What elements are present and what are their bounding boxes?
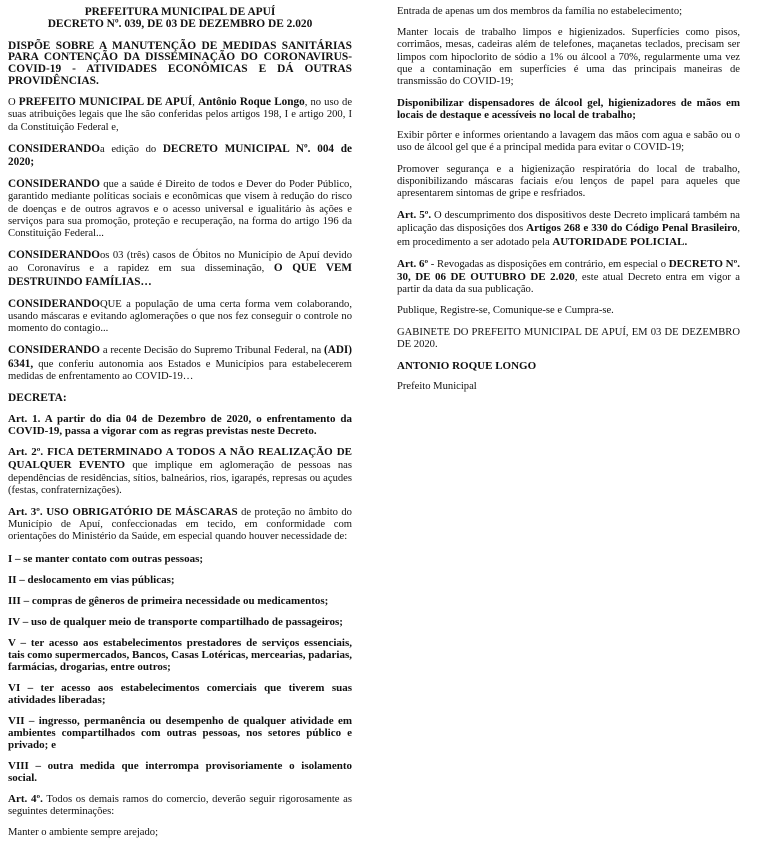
inciso-iv: IV – uso de qualquer meio de transporte compartilhado de passageiros; (8, 615, 343, 628)
article-1: Art. 1. A partir do dia 04 de Dezembro de 2020, o enfrentamento da COVID-19, passa a vigorar com as regras previstas neste Decreto. (8, 413, 352, 438)
inciso-v: V – ter acesso aos estabelecimentos prestadores de serviços essenciais, tais como supermercados, Bancos, Casas Lotéricas, mercearias, padarias, farmácias, drogarias, entre outros; (8, 636, 352, 673)
considerando-5: CONSIDERANDO a recente Decisão do Supremo Tribunal Federal, na (ADI) 6341, que conferiu autonomia aos Estados e Municípios para estabelecerem medidas de enfrentamento ao COVID-19… (8, 344, 352, 382)
article-2: Art. 2º. FICA DETERMINADO A TODOS A NÃO REALIZAÇÃO DE QUALQUER EVENTO que implique em aglomeração de pessoas nas dependências de residências, sítios, balneários, rios, igarapés, represas ou açudes (festas, confraternizações). (8, 446, 352, 496)
right-column (397, 6, 740, 402)
ementa: DISPÕE SOBRE A MANUTENÇÃO DE MEDIDAS SANITÁRIAS PARA CONTENÇÃO DA DISSEMINAÇÃO DO CORONAVIRUS-COVID-19 - ATIVIDADES ECONÔMICAS E DÁ OUTRAS PROVIDÊNCIAS. (8, 39, 352, 87)
signature-name: ANTONIO ROQUE LONGO (397, 360, 537, 373)
page-title: PREFEITURA MUNICIPAL DE APUÍ (84, 6, 276, 18)
inciso-viii: VIII – outra medida que interrompa provisoriamente o isolamento social. (8, 759, 352, 784)
considerando-1: CONSIDERANDOa edição do DECRETO MUNICIPAL Nº. 004 de 2020; (8, 142, 352, 168)
preamble: O PREFEITO MUNICIPAL DE APUÍ, Antônio Roque Longo, no uso de suas atribuições legais que lhe são conferidas pelos artigos 198, I e artigo 200, I da Constituição Federal e, (8, 96, 353, 133)
art4-item-alcool: Disponibilizar dispensadores de álcool gel, higienizadores de mãos em locais de destaque e acessíveis no local de trabalho; (397, 97, 740, 122)
decree-number: DECRETO Nº. 039, DE 03 DE DEZEMBRO DE 2.020 (47, 18, 313, 31)
inciso-ii: II – deslocamento em vias públicas; (8, 573, 175, 586)
left-column (8, 6, 352, 848)
signature-role: Prefeito Municipal (397, 381, 477, 393)
considerando-4: CONSIDERANDOQUE a população de uma certa forma vem colaborando, usando máscaras e evitando aglomerações o que nos fez conseguir o controle no momento do contagio... (8, 297, 352, 335)
considerando-3: CONSIDERANDOos 03 (três) casos de Óbitos no Município de Apuí devido ao Coronavírus e a rapidez em sua disseminação, O QUE VEM DESTRUINDO FAMÍLIAS… (8, 249, 352, 288)
gabinete: GABINETE DO PREFEITO MUNICIPAL DE APUÍ, EM 03 DE DEZEMBRO DE 2020. (397, 326, 740, 350)
inciso-iii: III – compras de gêneros de primeira necessidade ou medicamentos; (8, 594, 329, 607)
art4-item-4: Exibir pôrter e informes orientando a lavagem das mãos com agua e sabão ou o uso de álcool gel que é a principal medida para evitar o COVID-19; (397, 130, 740, 154)
decreta-heading: DECRETA: (8, 392, 67, 405)
article-4: Art. 4º. Todos os demais ramos do comercio, deverão seguir rigorosamente as seguintes determinações: (8, 792, 353, 817)
inciso-vi: VI – ter acesso aos estabelecimentos comerciais que tiverem suas atividades liberadas; (8, 681, 352, 706)
inciso-i: I – se manter contato com outras pessoas; (8, 552, 204, 565)
art4-item-3: Manter locais de trabalho limpos e higienizados. Superfícies como pisos, corrimãos, mesas, cadeiras além de telefones, maçanetas teclados, precisam ser limpos com hipoclorito de sódio a 1% ou álcool a 70%, regularmente uma vez que a contaminação em superfícies é uma das principais maneiras de transmissão do COVID-19; (397, 27, 740, 88)
considerando-2: CONSIDERANDO que a saúde é Direito de todos e Dever do Poder Público, garantido mediante políticas sociais e econômicas que visem à redução do risco de doenças e de outros agravos e o acesso universal e igualitário às ações e serviços para sua promoção, proteção e recuperação, na forma do artigo 196 da Constituição Federal... (8, 178, 352, 240)
inciso-vii: VII – ingresso, permanência ou desempenho de qualquer atividade em ambientes compartilhados com outras pessoas, nos setores público e privado; e (8, 714, 352, 751)
publique: Publique, Registre-se, Comunique-se e Cumpra-se. (397, 305, 614, 317)
art4-item-1: Manter o ambiente sempre arejado; (8, 827, 159, 839)
art4-item-2: Entrada de apenas um dos membros da família no estabelecimento; (397, 6, 683, 17)
art4-item-5: Promover segurança e a higienização respiratória do local de trabalho, disponibilizando máscaras faciais e/ou lenços de papel para aqueles que apresentarem sintomas de gripe e resfriados. (397, 163, 740, 200)
article-3: Art. 3º. USO OBRIGATÓRIO DE MÁSCARAS de proteção no âmbito do Município de Apuí, confeccionadas em tecido, em conformidade com orientações do Ministério da Saúde, em especial quando houver necessidade de: (8, 506, 352, 543)
article-6: Art. 6º - Revogadas as disposições em contrário, em especial o DECRETO Nº. 30, DE 06 DE OUTUBRO DE 2.020, este atual Decreto entra em vigor a partir da data da sua publicação. (397, 257, 740, 296)
article-5: Art. 5º. O descumprimento dos dispositivos deste Decreto implicará também na aplicação das disposições dos Artigos 268 e 330 do Código Penal Brasileiro, em procedimento a ser adotado pela AUTORIDADE POLICIAL. (397, 209, 740, 248)
